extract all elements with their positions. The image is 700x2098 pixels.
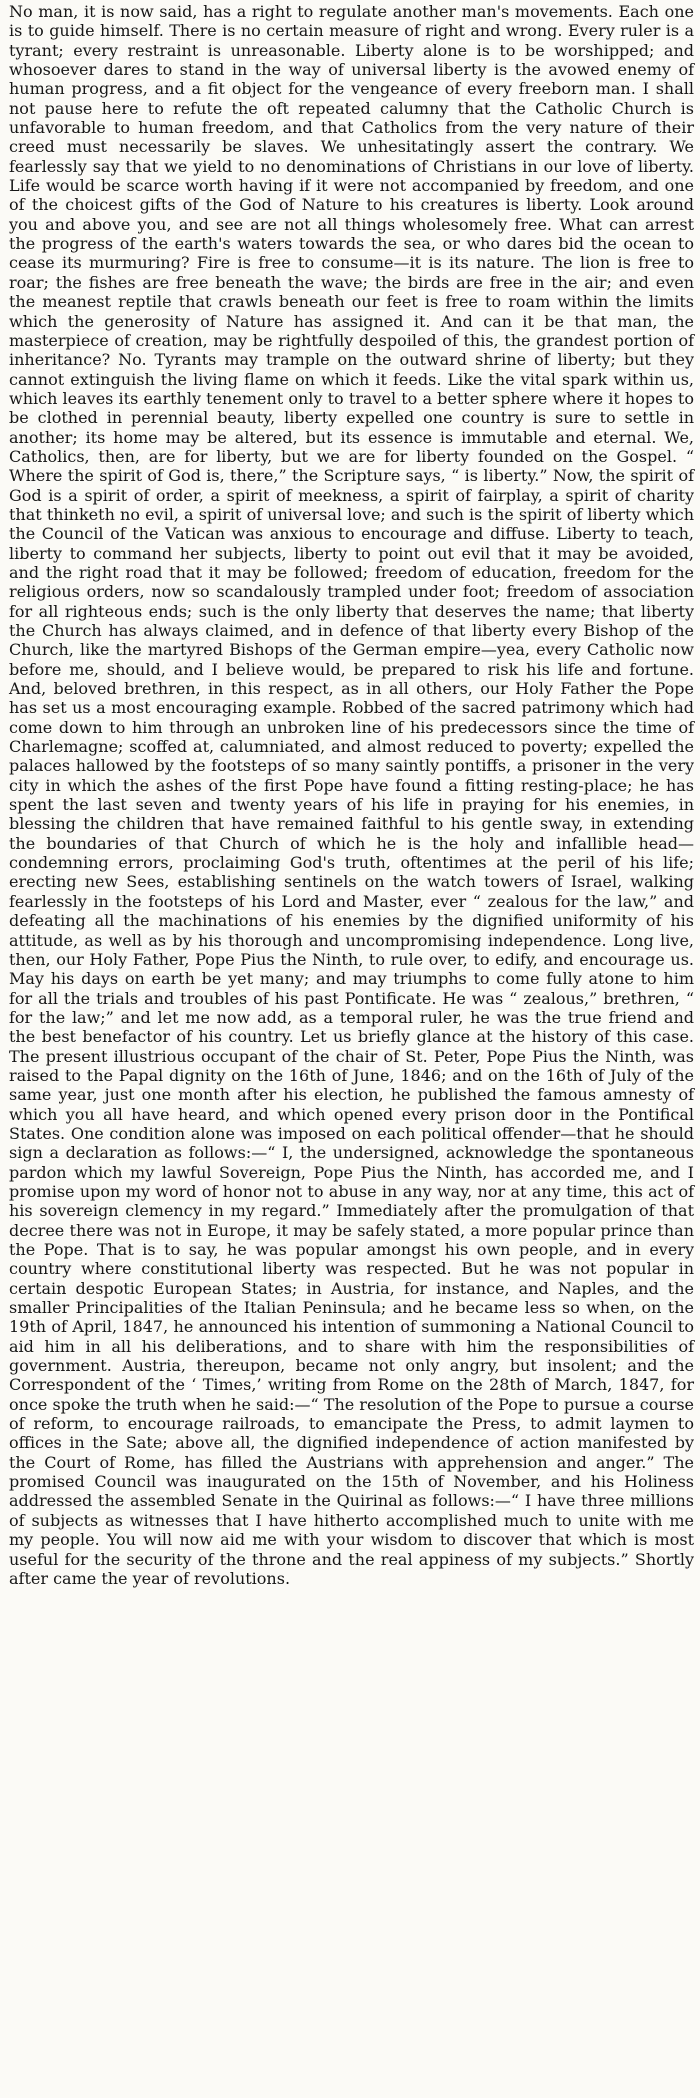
article-column	[9, 2, 694, 1588]
article-paragraph: No man, it is now said, has a right to regulate another man's movements. Each one is to guide himself. There is no certain measure of right and wrong. Every ruler is a tyrant; every restraint is unreasonable. Liberty alone is to be worshipped; and whosoever dares to stand in the way of universal liberty is the avowed enemy of human progress, and a fit object for the vengeance of every freeborn man. I shall not pause here to refute the oft repeated calumny that the Catholic Church is unfavorable to human freedom, and that Catholics from the very nature of their creed must necessarily be slaves. We unhesitatingly assert the contrary. We fearlessly say that we yield to no denominations of Christians in our love of liberty. Life would be scarce worth having if it were not accompanied by freedom, and one of the choicest gifts of the God of Nature to his creatures is liberty. Look around you and above you, and see are not all things wholesomely free. What can arrest the progress of the earth's waters towards the sea, or who dares bid the ocean to cease its murmuring? Fire is free to consume—it is its nature. The lion is free to roar; the fishes are free beneath the wave; the birds are free in the air; and even the meanest reptile that crawls beneath our feet is free to roam within the limits which the generosity of Nature has assigned it. And can it be that man, the masterpiece of creation, may be rightfully despoiled of this, the grandest portion of inheritance? No. Tyrants may trample on the outward shrine of liberty; but they cannot extinguish the living flame on which it feeds. Like the vital spark within us, which leaves its earthly tenement only to travel to a better sphere where it hopes to be clothed in perennial beauty, liberty expelled one country is sure to settle in another; its home may be altered, but its essence is immutable and eternal. We, Catholics, then, are for liberty, but we are for liberty founded on the Gospel. “ Where the spirit of God is, there,” the Scripture says, “ is liberty.” Now, the spirit of God is a spirit of order, a spirit of meekness, a spirit of fairplay, a spirit of charity that thinketh no evil, a spirit of universal love; and such is the spirit of liberty which the Council of the Vatican was anxious to encourage and diffuse. Liberty to teach, liberty to command her subjects, liberty to point out evil that it may be avoided, and the right road that it may be followed; freedom of education, freedom for the religious orders, now so scandalously trampled under foot; freedom of association for all righteous ends; such is the only liberty that deserves the name; that liberty the Church has always claimed, and in defence of that liberty every Bishop of the Church, like the martyred Bishops of the German empire—yea, every Catholic now before me, should, and I believe would, be prepared to risk his life and fortune. And, beloved brethren, in this respect, as in all others, our Holy Father the Pope has set us a most encouraging example. Robbed of the sacred patrimony which had come down to him through an unbroken line of his predecessors since the time of Charlemagne; scoffed at, calumniated, and almost reduced to poverty; expelled the palaces hallowed by the footsteps of so many saintly pontiffs, a prisoner in the very city in which the ashes of the first Pope have found a fitting resting-place; he has spent the last seven and twenty years of his life in praying for his enemies, in blessing the children that have remained faithful to his gentle sway, in extending the boundaries of that Church of which he is the holy and infallible head—condemning errors, proclaiming God's truth, oftentimes at the peril of his life; erecting new Sees, establishing sentinels on the watch towers of Israel, walking fearlessly in the footsteps of his Lord and Master, ever “ zealous for the law,” and defeating all the machinations of his enemies by the dignified uniformity of his attitude, as well as by his thorough and uncompromising independence. Long live, then, our Holy Father, Pope Pius the Ninth, to rule over, to edify, and encourage us. May his days on earth be yet many; and may triumphs to come fully atone to him for all the trials and troubles of his past Pontificate. He was “ zealous,” brethren, “ for the law;” and let me now add, as a temporal ruler, he was the true friend and the best benefactor of his country. Let us briefly glance at the history of this case. The present illustrious occupant of the chair of St. Peter, Pope Pius the Ninth, was raised to the Papal dignity on the 16th of June, 1846; and on the 16th of July of the same year, just one month after his election, he published the famous amnesty of which you all have heard, and which opened every prison door in the Pontifical States. One condition alone was imposed on each political offender—that he should sign a declaration as follows:—“ I, the undersigned, acknowledge the spontaneous pardon which my lawful Sovereign, Pope Pius the Ninth, has accorded me, and I promise upon my word of honor not to abuse in any way, nor at any time, this act of his sovereign clemency in my regard.” Immediately after the promulgation of that decree there was not in Europe, it may be safely stated, a more popular prince than the Pope. That is to say, he was popular amongst his own people, and in every country where constitutional liberty was respected. But he was not popular in certain despotic European States; in Austria, for instance, and Naples, and the smaller Principalities of the Italian Peninsula; and he became less so when, on the 19th of April, 1847, he announced his intention of summoning a National Council to aid him in all his deliberations, and to share with him the responsibilities of government. Austria, thereupon, became not only angry, but insolent; and the Correspondent of the ‘ Times,’ writing from Rome on the 28th of March, 1847, for once spoke the truth when he said:—“ The resolution of the Pope to pursue a course of reform, to encourage railroads, to emancipate the Press, to admit laymen to offices in the Sate; above all, the dignified independence of action manifested by the Court of Rome, has filled the Austrians with apprehension and anger.” The promised Council was inaugurated on the 15th of November, and his Holiness addressed the assembled Senate in the Quirinal as follows:—“ I have three millions of subjects as witnesses that I have hitherto accomplished much to unite with me my people. You will now aid me with your wisdom to discover that which is most useful for the security of the throne and the real appiness of my subjects.” Shortly after came the year of revolutions.	[9, 2, 694, 1588]
